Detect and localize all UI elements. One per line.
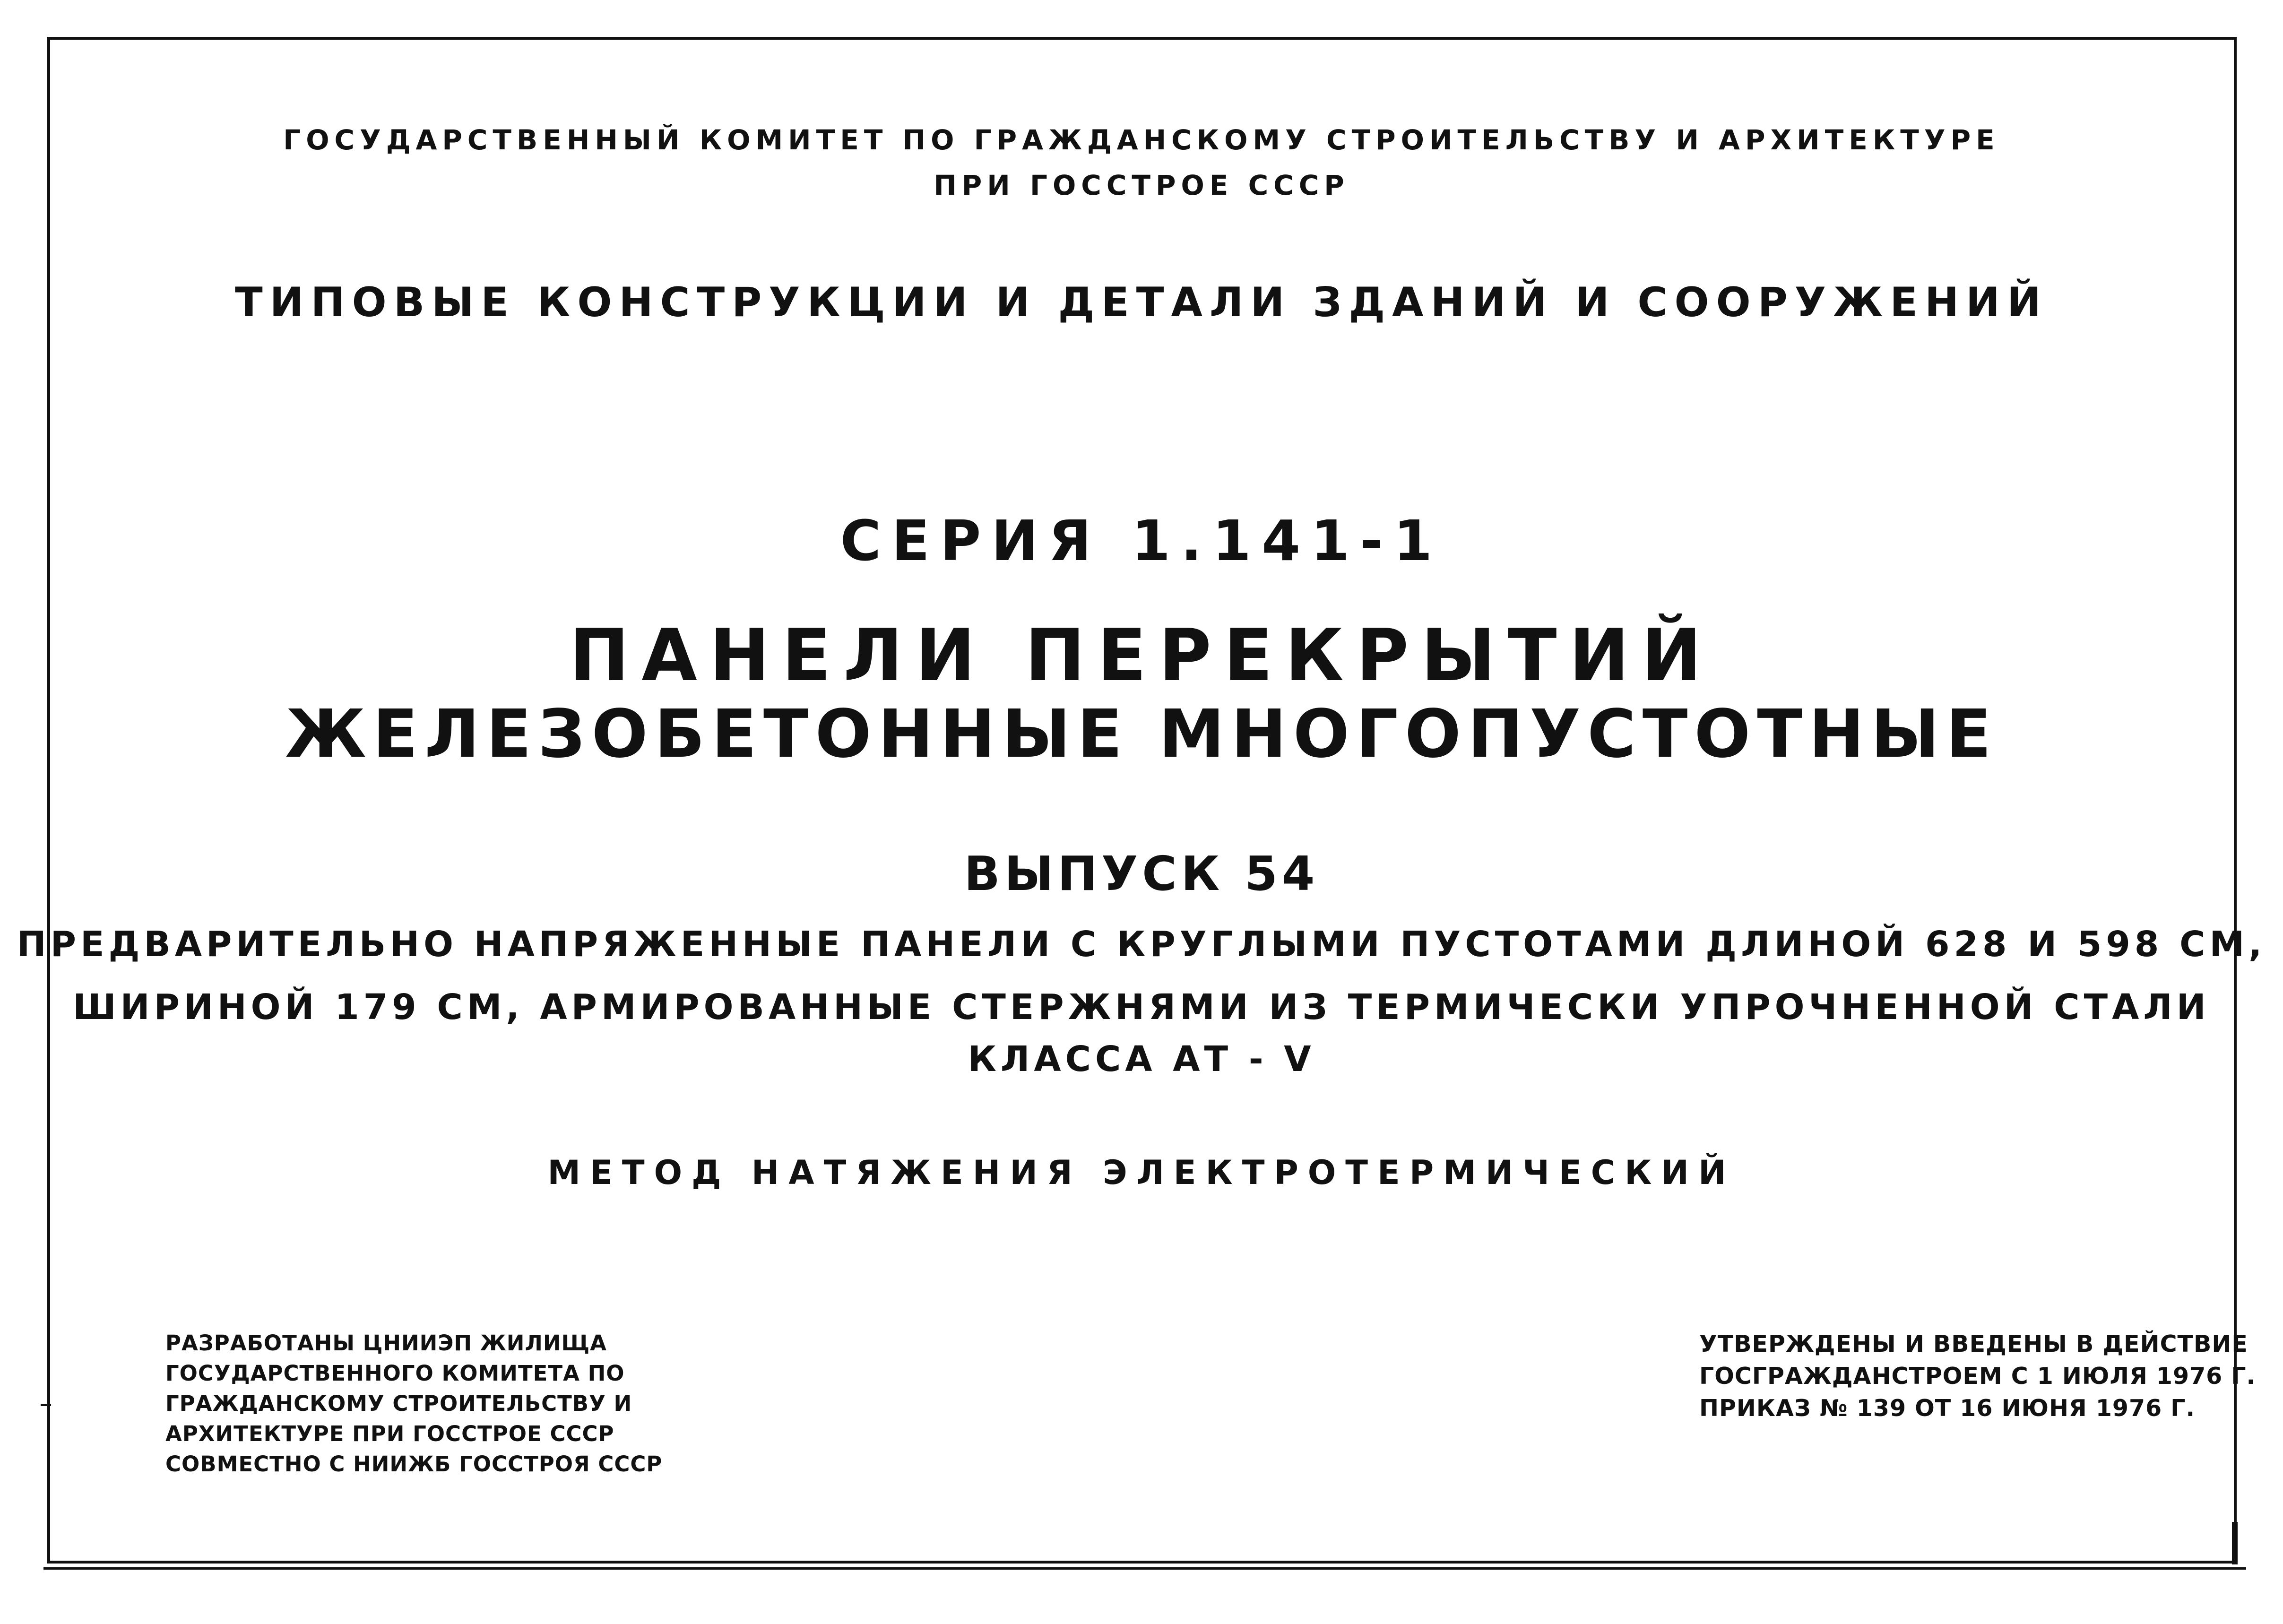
series-number: СЕРИЯ 1.141-1 — [840, 508, 1443, 573]
description-line3: КЛАССА АТ - V — [968, 1039, 1315, 1080]
corner-mark — [2232, 1522, 2238, 1564]
description-line2: ШИРИНОЙ 179 СМ, АРМИРОВАННЫЕ СТЕРЖНЯМИ ИЗ ТЕРМИЧЕСКИ УПРОЧНЕННОЙ СТАЛИ — [73, 987, 2210, 1028]
issue-number: ВЫПУСК 54 — [964, 846, 1319, 901]
developed-by-line: СОВМЕСТНО С НИИЖБ ГОССТРОЯ СССР — [165, 1451, 663, 1477]
developed-by-line: ГРАЖДАНСКОМУ СТРОИТЕЛЬСТВУ И — [165, 1391, 632, 1416]
developed-by-line: ГОСУДАРСТВЕННОГО КОМИТЕТА ПО — [165, 1361, 625, 1386]
approval-block — [1699, 1328, 2256, 1425]
description-line1: ПРЕДВАРИТЕЛЬНО НАПРЯЖЕННЫЕ ПАНЕЛИ С КРУГЛЫМИ ПУСТОТАМИ ДЛИНОЙ 628 И 598 СМ, — [17, 924, 2266, 965]
approval-line: ГОСГРАЖДАНСТРОЕМ С 1 ИЮЛЯ 1976 Г. — [1699, 1363, 2256, 1390]
bottom-border-line — [43, 1567, 2246, 1570]
left-tick-mark — [41, 1404, 51, 1406]
committee-affiliation: ПРИ ГОССТРОЕ СССР — [934, 169, 1349, 201]
document-title-line1: ПАНЕЛИ ПЕРЕКРЫТИЙ — [569, 613, 1714, 697]
collection-title: ТИПОВЫЕ КОНСТРУКЦИИ И ДЕТАЛИ ЗДАНИЙ И СООРУЖЕНИЙ — [235, 279, 2048, 326]
committee-name: ГОСУДАРСТВЕННЫЙ КОМИТЕТ ПО ГРАЖДАНСКОМУ СТРОИТЕЛЬСТВУ И АРХИТЕКТУРЕ — [283, 124, 2000, 156]
tensioning-method: МЕТОД НАТЯЖЕНИЯ ЭЛЕКТРОТЕРМИЧЕСКИЙ — [547, 1153, 1736, 1192]
approval-line: ПРИКАЗ № 139 ОТ 16 ИЮНЯ 1976 Г. — [1699, 1395, 2196, 1422]
developed-by-line: АРХИТЕКТУРЕ ПРИ ГОССТРОЕ СССР — [165, 1421, 614, 1446]
document-title-line2: ЖЕЛЕЗОБЕТОННЫЕ МНОГОПУСТОТНЫЕ — [285, 696, 1998, 773]
developed-by-line: РАЗРАБОТАНЫ ЦНИИЭП ЖИЛИЩА — [165, 1330, 607, 1356]
developed-by-block — [165, 1328, 662, 1479]
approval-line: УТВЕРЖДЕНЫ И ВВЕДЕНЫ В ДЕЙСТВИЕ — [1699, 1330, 2248, 1357]
